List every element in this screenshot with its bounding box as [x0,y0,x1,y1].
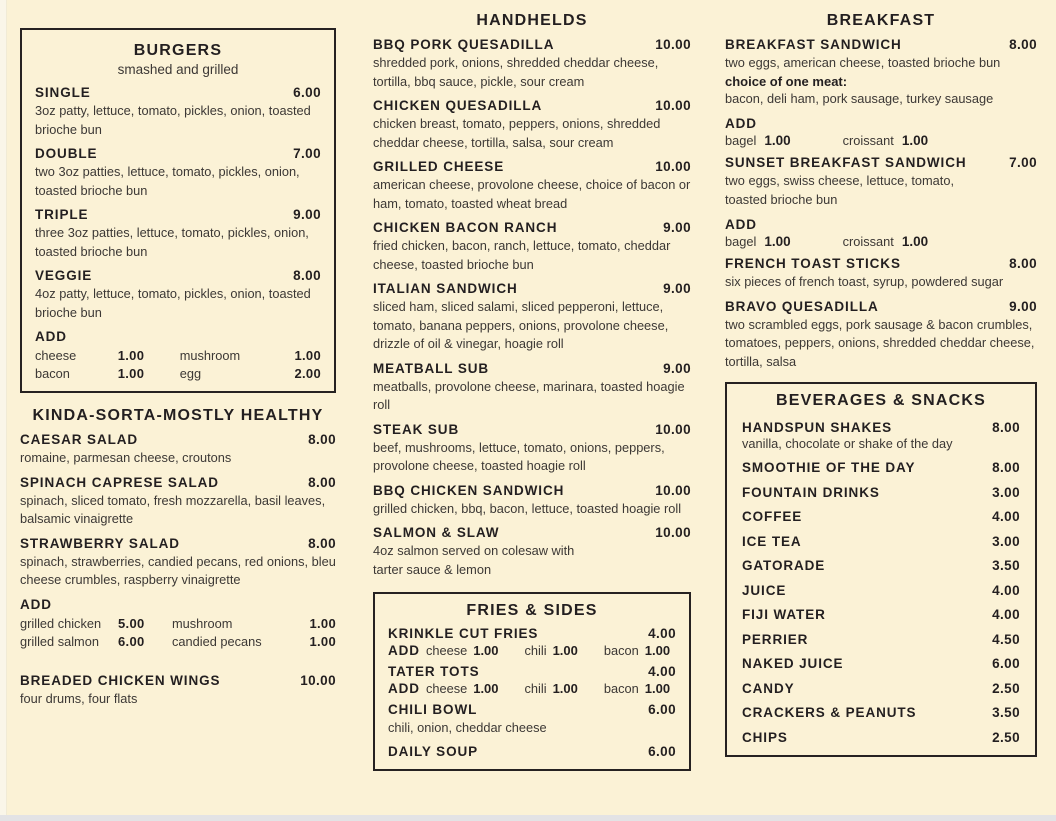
item-price: 8.00 [992,419,1020,435]
item-price: 9.00 [663,281,691,296]
item-price: 3.50 [992,705,1020,720]
item-name: TRIPLE [35,207,89,222]
beverage-row-candy [742,681,1020,696]
menu-item-tater-tots [388,664,676,696]
beverage-row-smoothie [742,460,1020,475]
item-description: six pieces of french toast, syrup, powdered sugar [725,274,1004,289]
item-price: 10.00 [655,98,691,113]
add-label: ADD [388,681,420,696]
item-description: two eggs, swiss cheese, lettuce, tomato, toasted brioche bun [725,173,955,207]
item-price: 8.00 [992,460,1020,475]
item-price: 6.00 [992,656,1020,671]
item-price: 4.00 [992,607,1020,622]
item-name: CAESAR SALAD [20,432,139,447]
item-name: GRILLED CHEESE [373,159,505,174]
item-name: CHILI BOWL [388,702,478,717]
fries-section-title: FRIES & SIDES [466,602,598,619]
item-description: american cheese, provolone cheese, choice of bacon or ham, tomato, toasted wheat bread [373,177,691,211]
item-price: 4.00 [992,582,1020,598]
add-options-row [725,234,1037,249]
breakfast-add-section [725,116,1037,148]
menu-item-triple [35,207,321,261]
add-inline-options [388,643,676,658]
item-name: JUICE [742,582,787,598]
item-description: 3oz patty, lettuce, tomato, pickles, onion, toasted brioche bun [35,103,311,137]
add-option-name: cheese [35,348,77,363]
item-description: 4oz salmon served on colesaw with tarter sauce & lemon [373,543,575,577]
item-name: COFFEE [742,509,803,524]
item-description: 4oz patty, lettuce, tomato, pickles, onion, toasted brioche bun [35,286,311,320]
item-name: CRACKERS & PEANUTS [742,705,917,720]
menu-item-bbq-pork-quesadilla [373,37,691,91]
item-name: CANDY [742,680,795,696]
burgers-title: BURGERS [133,42,223,59]
add-option-price: 1.00 [552,643,578,658]
menu-item-meatball-sub [373,361,691,415]
fries-sides-box [373,592,691,771]
item-description: romaine, parmesan cheese, croutons [20,450,232,465]
item-name: PERRIER [742,631,809,647]
beverages-section-title: BEVERAGES & SNACKS [775,392,987,409]
item-name: STEAK SUB [373,421,460,437]
add-option-price: 1.00 [309,633,336,649]
healthy-section-title: KINDA-SORTA-MOSTLY HEALTHY [32,407,324,424]
item-description: spinach, sliced tomato, fresh mozzarella, basil leaves, balsamic vinaigrette [20,492,326,526]
item-price: 8.00 [1009,256,1037,271]
item-price: 2.50 [992,680,1020,696]
add-option-name: bacon [603,681,639,696]
item-description: shredded pork, onions, shredded cheddar cheese, tortilla, bbq sauce, pickle, sour cream [373,55,659,89]
item-name: ITALIAN SANDWICH [373,281,518,296]
add-option-price: 1.00 [117,348,145,363]
item-description: two eggs, american cheese, toasted brioche bun [725,55,1001,70]
item-description: vanilla, chocolate or shake of the day [742,435,953,451]
beverages-snacks-box [725,382,1037,757]
menu-item-bravo-quesadilla [725,299,1037,372]
item-price: 9.00 [663,220,691,235]
add-option-price: 1.00 [644,643,671,658]
item-price: 6.00 [648,743,676,759]
menu-item-chicken-wings [20,673,336,709]
item-name: BBQ CHICKEN SANDWICH [373,482,565,498]
add-option-name: cheese [425,643,468,658]
left-column [20,28,336,708]
item-description: spinach, strawberries, candied pecans, red onions, bleu cheese crumbles, raspberry vinaigrette [20,553,336,587]
beverage-row-gatorade [742,558,1020,573]
menu-item-bbq-chicken-sandwich [373,483,691,519]
item-name: ICE TEA [742,533,802,549]
add-label: ADD [725,116,757,131]
menu-item-chili-bowl [388,702,676,738]
menu-item-daily-soup [388,744,676,759]
add-option-name: bagel [725,133,757,148]
add-option-price: 1.00 [764,234,791,249]
item-description: chicken breast, tomato, peppers, onions, shredded cheddar cheese, tortilla, salsa, sour cream [373,116,661,150]
add-option-name: grilled chicken [20,615,102,631]
add-option-name: chili [524,643,547,658]
item-price: 8.00 [308,535,336,551]
menu-item-strawberry-salad [20,536,336,590]
menu-item-italian-sandwich [373,281,691,354]
breakfast-add-section [725,217,1037,249]
item-price: 6.00 [293,85,321,100]
item-name: BREAKFAST SANDWICH [725,37,902,52]
item-name: SALMON & SLAW [373,525,500,540]
item-name: VEGGIE [35,268,93,283]
item-price: 6.00 [648,702,676,717]
item-price: 3.00 [992,484,1020,500]
menu-item-spinach-caprese [20,475,336,529]
menu-item-caesar-salad [20,432,336,468]
add-option-price: 1.00 [473,681,499,696]
add-option-name: mushroom [172,615,233,631]
add-option-name: bacon [603,643,639,658]
beverage-row-perrier [742,632,1020,647]
item-price: 9.00 [293,207,321,222]
item-description: meatballs, provolone cheese, marinara, toasted hoagie roll [373,378,685,412]
item-price: 3.50 [992,558,1020,573]
beverage-row-naked-juice [742,656,1020,671]
add-option-price: 1.00 [644,681,671,696]
add-option-name: chili [524,681,547,696]
item-description: chili, onion, cheddar cheese [388,720,547,735]
healthy-add-section [20,597,336,649]
item-name: CHICKEN QUESADILLA [373,98,543,113]
item-price: 10.00 [655,37,691,52]
add-option-price: 6.00 [118,633,145,649]
menu-item-krinkle-cut-fries [388,626,676,658]
beverage-row-handspun-shakes [742,420,1020,435]
item-price: 10.00 [655,421,691,437]
add-option-price: 1.00 [901,133,929,148]
add-option-name: cheese [425,681,468,696]
add-inline-options [388,681,676,696]
item-name: HANDSPUN SHAKES [742,419,893,435]
add-option-name: croissant [842,133,894,148]
middle-column [373,12,691,771]
item-price: 10.00 [655,159,691,174]
window-bottom-bar [0,815,1056,821]
beverage-row-fiji-water [742,607,1020,622]
beverage-row-juice [742,583,1020,598]
page-left-edge [0,0,7,821]
burgers-subtitle: smashed and grilled [117,62,239,77]
item-price: 4.50 [992,631,1020,647]
right-column [725,12,1037,757]
item-name: DAILY SOUP [388,743,479,759]
add-option-name: croissant [842,234,894,249]
add-label: ADD [725,217,757,232]
beverage-row-crackers-peanuts [742,705,1020,720]
menu-item-sunset-breakfast-sandwich [725,155,1037,209]
add-label: ADD [20,596,52,612]
add-option-price: 1.00 [901,234,929,249]
add-option-price: 2.00 [294,366,321,381]
add-options-row [725,133,1037,148]
item-description: two scrambled eggs, pork sausage & bacon crumbles, tomatoes, peppers, onions, shredded cheddar cheese, tortilla, salsa [725,316,1035,369]
menu-item-double [35,146,321,200]
item-name: STRAWBERRY SALAD [20,535,180,551]
item-name: NAKED JUICE [742,656,844,671]
item-name: BRAVO QUESADILLA [725,298,879,314]
beverage-row-fountain-drinks [742,485,1020,500]
add-options-grid [20,616,336,649]
add-option-name: candied pecans [172,633,262,649]
item-price: 8.00 [308,474,336,490]
choice-of-meat-options: bacon, deli ham, pork sausage, turkey sausage [725,90,994,106]
item-name: KRINKLE CUT FRIES [388,626,539,641]
item-description: fried chicken, bacon, ranch, lettuce, tomato, cheddar cheese, toasted brioche bun [373,238,671,272]
beverage-row-coffee [742,509,1020,524]
item-name: DOUBLE [35,146,98,161]
add-option-price: 1.00 [117,366,145,381]
add-option-name: grilled salmon [20,633,99,649]
menu-item-chicken-quesadilla [373,98,691,152]
item-price: 3.00 [992,533,1020,549]
item-price: 10.00 [655,525,691,540]
item-price: 8.00 [1009,37,1037,52]
item-description: grilled chicken, bbq, bacon, lettuce, toasted hoagie roll [373,500,682,516]
add-options-grid [35,348,321,381]
item-name: BREADED CHICKEN WINGS [20,672,221,688]
item-price: 4.00 [648,664,676,679]
item-name: CHIPS [742,729,788,745]
menu-item-grilled-cheese [373,159,691,213]
item-price: 4.00 [992,509,1020,524]
menu-item-chicken-bacon-ranch [373,220,691,274]
add-option-price: 1.00 [294,348,321,363]
handhelds-section-title: HANDHELDS [476,12,588,29]
item-name: SMOOTHIE OF THE DAY [742,460,916,475]
item-name: GATORADE [742,558,826,573]
add-option-name: bacon [35,366,70,381]
item-name: MEATBALL SUB [373,360,490,376]
beverage-row-chips [742,730,1020,745]
item-price: 10.00 [300,672,336,688]
burgers-box [20,28,336,393]
menu-item-french-toast-sticks [725,256,1037,292]
menu-item-veggie [35,268,321,322]
menu-item-steak-sub [373,422,691,476]
add-option-price: 1.00 [309,615,336,631]
item-name: FRENCH TOAST STICKS [725,256,901,271]
breakfast-section-title: BREAKFAST [826,12,936,29]
menu-item-breakfast-sandwich [725,37,1037,108]
menu-item-salmon-slaw [373,525,691,579]
add-option-price: 1.00 [473,643,499,658]
item-name: SUNSET BREAKFAST SANDWICH [725,155,967,170]
add-label: ADD [35,329,67,344]
item-price: 8.00 [308,432,336,447]
add-option-price: 1.00 [552,681,578,696]
item-price: 2.50 [992,729,1020,745]
add-option-name: egg [179,366,202,381]
item-price: 7.00 [293,146,321,161]
item-description: three 3oz patties, lettuce, tomato, pickles, onion, toasted brioche bun [35,225,309,259]
add-option-price: 5.00 [118,615,145,631]
item-description: four drums, four flats [20,690,138,706]
menu-item-single [35,85,321,139]
item-name: SPINACH CAPRESE SALAD [20,474,219,490]
add-option-name: bagel [725,234,757,249]
item-name: SINGLE [35,85,91,100]
item-name: TATER TOTS [388,664,480,679]
item-name: FOUNTAIN DRINKS [742,484,880,500]
add-label: ADD [388,643,420,658]
add-option-price: 1.00 [764,133,791,148]
item-price: 4.00 [648,626,676,641]
beverage-row-ice-tea [742,534,1020,549]
item-price: 9.00 [1009,298,1037,314]
burgers-add-section [35,329,321,381]
add-option-name: mushroom [179,348,241,363]
item-name: CHICKEN BACON RANCH [373,220,558,235]
item-price: 10.00 [655,482,691,498]
item-description: sliced ham, sliced salami, sliced pepperoni, lettuce, tomato, banana peppers, onions, provolone cheese, drizzle of oil & vinegar, hoagie roll [373,299,669,351]
item-name: FIJI WATER [742,607,826,622]
choice-of-meat-label: choice of one meat: [725,73,848,89]
item-name: BBQ PORK QUESADILLA [373,37,555,52]
item-description: two 3oz patties, lettuce, tomato, pickles, onion, toasted brioche bun [35,164,300,198]
item-price: 9.00 [663,360,691,376]
item-price: 7.00 [1009,155,1037,170]
item-price: 8.00 [293,268,321,283]
item-description: beef, mushrooms, lettuce, tomato, onions, peppers, provolone cheese, toasted hoagie roll [373,439,665,473]
